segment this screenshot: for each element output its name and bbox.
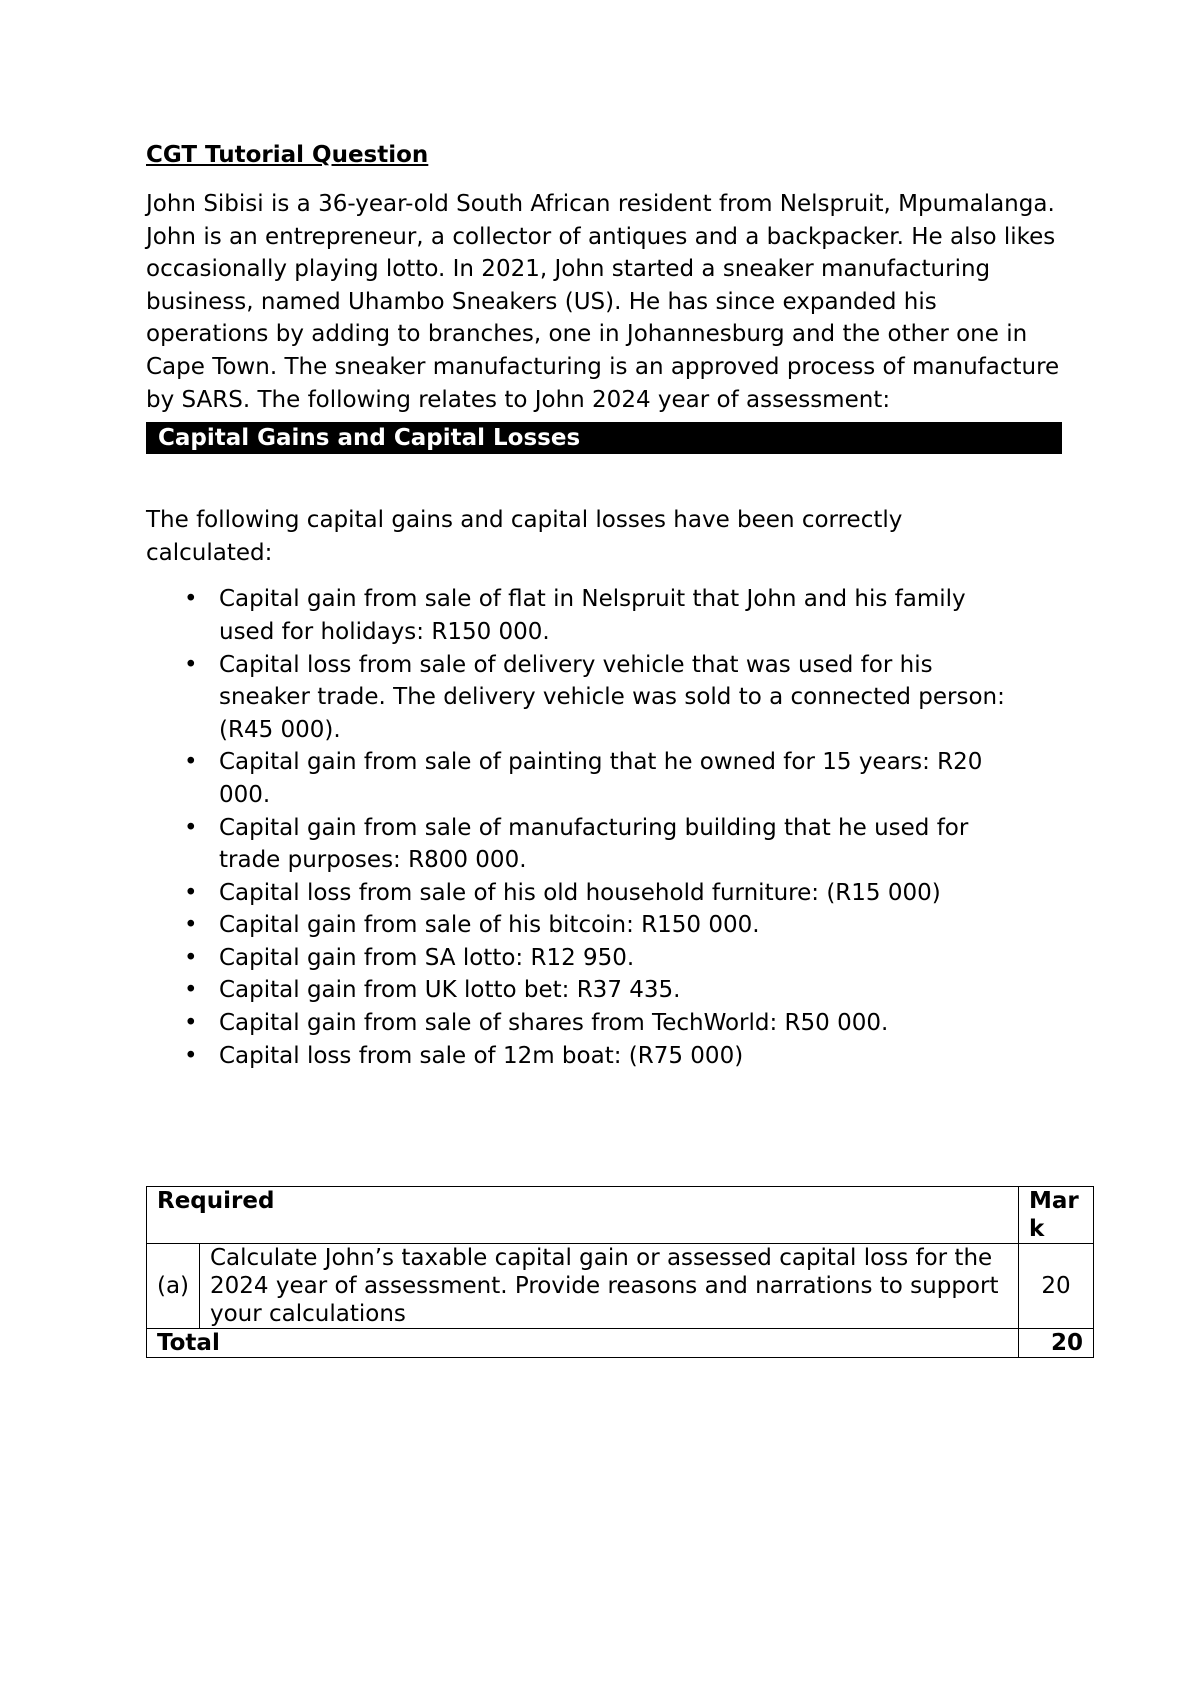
bullet-icon: • [184, 977, 198, 1004]
question-marks: 20 [1019, 1244, 1094, 1329]
list-item [146, 649, 1019, 747]
required-table [146, 1186, 1094, 1358]
bullet-icon: • [184, 586, 198, 613]
list-item-text: Capital loss from sale of delivery vehicle that was used for his sneaker trade. The delivery vehicle was sold to a connected person: (R45 000). [219, 651, 1005, 743]
total-marks: 20 [1019, 1329, 1094, 1358]
list-item [146, 746, 1019, 811]
list-item-text: Capital loss from sale of his old household furniture: (R15 000) [219, 879, 941, 906]
document-body [146, 140, 1090, 1072]
bullet-icon: • [184, 1042, 198, 1069]
table-header-row [147, 1187, 1094, 1244]
list-item-text: Capital gain from sale of manufacturing building that he used for trade purposes: R800 000. [219, 814, 969, 874]
total-label: Total [147, 1329, 1019, 1358]
list-item-text: Capital gain from sale of flat in Nelspruit that John and his family used for holidays: R150 000. [219, 586, 966, 645]
list-item-text: Capital loss from sale of 12m boat: (R75 000) [219, 1042, 744, 1069]
list-item [146, 1007, 1019, 1040]
capital-items-list [146, 583, 1090, 1072]
mark-header: Mark [1019, 1187, 1094, 1244]
list-item [146, 877, 1019, 910]
list-item-text: Capital gain from sale of his bitcoin: R150 000. [219, 912, 760, 939]
list-item [146, 942, 1019, 975]
required-header: Required [147, 1187, 1019, 1244]
bullet-icon: • [184, 814, 198, 841]
bullet-icon: • [184, 651, 198, 678]
table-row [147, 1244, 1094, 1329]
list-item-text: Capital gain from SA lotto: R12 950. [219, 944, 635, 971]
intro-paragraph: John Sibisi is a 36-year-old South African resident from Nelspruit, Mpumalanga. John is an entrepreneur, a collector of antiques and a backpacker. He also likes occasionally playing lotto. In 2021, John started a sneaker manufacturing business, named Uhambo Sneakers (US). He has since expanded his operations by adding to branches, one in Johannesburg and the other one in Cape Town. The sneaker manufacturing is an approved process of manufacture by SARS. The following relates to John 2024 year of assessment: [146, 191, 1060, 413]
bullet-icon: • [184, 912, 198, 939]
bullet-icon: • [184, 1010, 198, 1037]
bullet-icon: • [184, 879, 198, 906]
list-item [146, 909, 1019, 942]
list-item [146, 1040, 1019, 1073]
list-item-text: Capital gain from sale of painting that he owned for 15 years: R20 000. [219, 749, 983, 808]
list-item-text: Capital gain from UK lotto bet: R37 435. [219, 977, 681, 1004]
question-text: Calculate John’s taxable capital gain or assessed capital loss for the 2024 year of assessment. Provide reasons and narrations to support your calculations [200, 1244, 1019, 1329]
document-title: CGT Tutorial Question [146, 142, 429, 168]
lead-paragraph: The following capital gains and capital losses have been correctly calculated: [146, 507, 903, 566]
bullet-icon: • [184, 749, 198, 776]
section-heading: Capital Gains and Capital Losses [146, 422, 1062, 454]
list-item [146, 974, 1019, 1007]
total-row [147, 1329, 1094, 1358]
list-item-text: Capital gain from sale of shares from TechWorld: R50 000. [219, 1010, 889, 1037]
question-label: (a) [147, 1244, 200, 1329]
list-item [146, 812, 1019, 877]
bullet-icon: • [184, 944, 198, 971]
list-item [146, 583, 1019, 648]
